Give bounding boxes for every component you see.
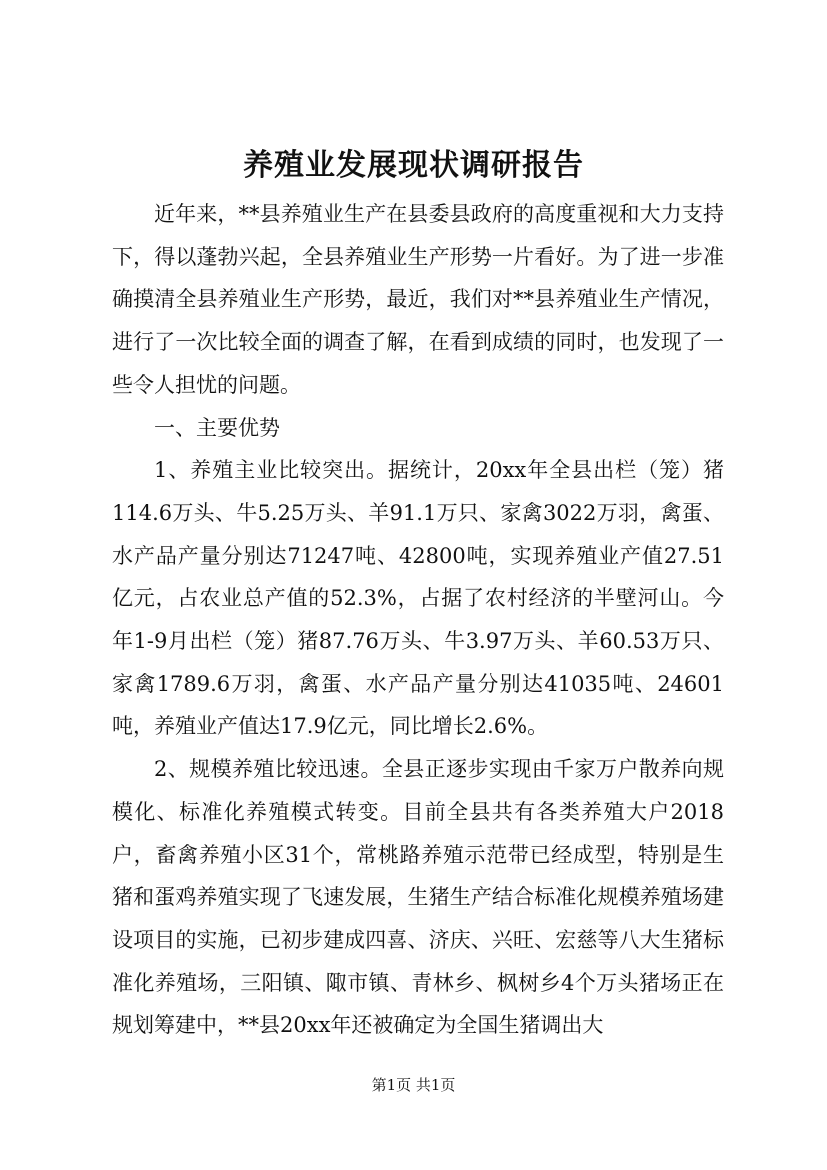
intro-paragraph: 近年来，**县养殖业生产在县委县政府的高度重视和大力支持下，得以蓬勃兴起，全县养殖业生产形势一片看好。为了进一步准确摸清全县养殖业生产形势，最近，我们对**县养殖业生产情况，进行了一次比较全面的调查了解，在看到成绩的同时，也发现了一些令人担忧的问题。	[112, 202, 724, 397]
document-title: 养殖业发展现状调研报告	[243, 148, 584, 183]
body-paragraph: 2、规模养殖比较迅速。全县正逐步实现由千家万户散养向规模化、标准化养殖模式转变。目前全县共有各类养殖大户2018户，畜禽养殖小区31个，常桃路养殖示范带已经成型，特别是生猪和蛋鸡养殖实现了飞速发展，生猪生产结合标准化规模养殖场建设项目的实施，已初步建成四喜、济庆、兴旺、宏慈等八大生猪标准化养殖场，三阳镇、陬市镇、青林乡、枫树乡4个万头猪场正在规划筹建中，**县20xx年还被确定为全国生猪调出大	[112, 757, 724, 1038]
section-heading: 一、主要优势	[154, 415, 280, 440]
body-paragraph: 1、养殖主业比较突出。据统计，20xx年全县出栏（笼）猪114.6万头、牛5.25万头、羊91.1万只、家禽3022万羽，禽蛋、水产品产量分别达71247吨、42800吨，实现养殖业产值27.51亿元，占农业总产值的52.3%，占据了农村经济的半壁河山。今年1-9月出栏（笼）猪87.76万头、牛3.97万头、羊60.53万只、家禽1789.6万羽，禽蛋、水产品产量分别达41035吨、24601吨，养殖业产值达17.9亿元，同比增长2.6%。	[112, 458, 724, 739]
document-body	[112, 193, 724, 1047]
page-footer: 第1页 共1页	[371, 1076, 456, 1094]
